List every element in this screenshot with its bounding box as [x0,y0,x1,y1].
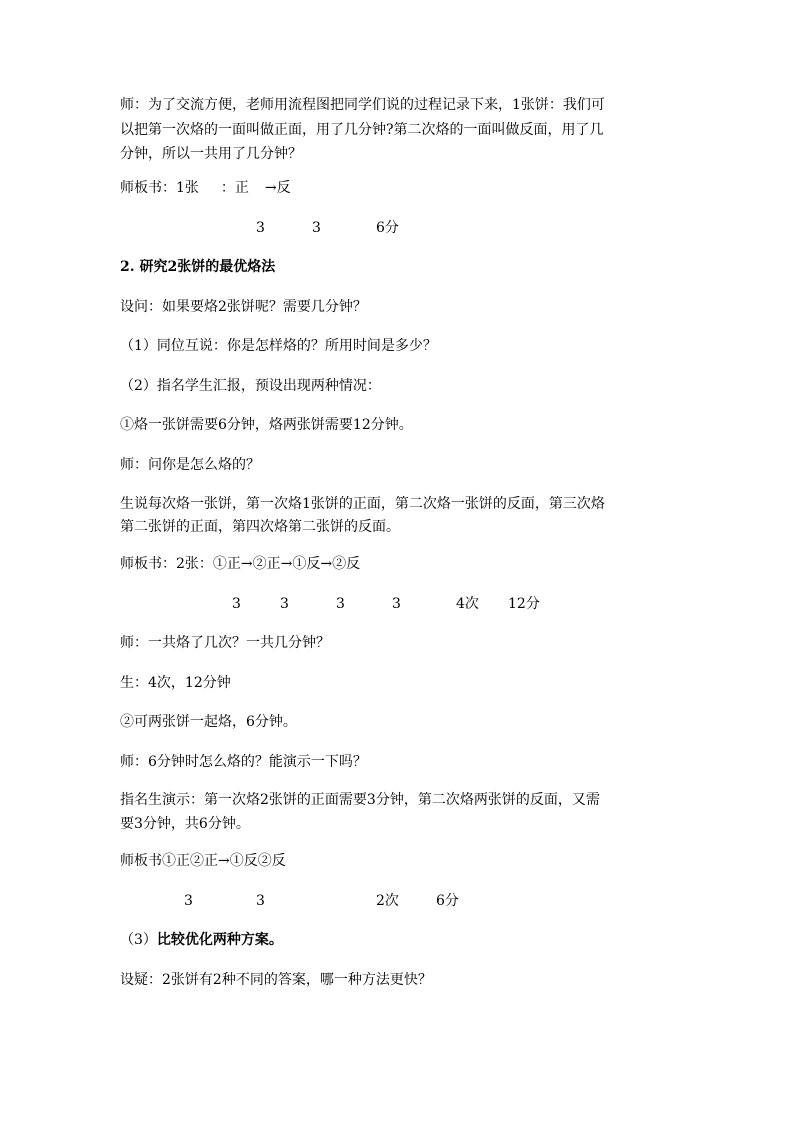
teacher-line: 师：6分钟时怎么烙的？能演示一下吗？ [120,754,367,770]
board-writing-3: 师板书①正②正→①反②反 [120,853,286,869]
question-line: 设问：如果要烙2张饼呢？需要几分钟？ [120,299,367,315]
board-writing-2: 师板书：2张：①正→②正→①反→②反 [120,556,361,572]
step-line: （2）指名学生汇报，预设出现两种情况： [120,378,381,394]
case-line: ①烙一张饼需要6分钟，烙两张饼需要12分钟。 [120,417,413,433]
board-number: 4次 [456,596,479,612]
board-number: 6分 [376,220,399,236]
step-prefix: （3） [120,932,157,948]
board-number: 3 [256,893,265,909]
paragraph-line: 要3分钟，共6分钟。 [120,816,250,832]
board-number: 2次 [376,893,399,909]
step-title: 比较优化两种方案。 [156,932,283,948]
paragraph-line: 师：为了交流方便，老师用流程图把同学们说的过程记录下来，1张饼：我们可 [120,97,605,113]
paragraph-line: 以把第一次烙的一面叫做正面，用了几分钟?第二次烙的一面叫做反面，用了几 [120,122,604,138]
case-line: ②可两张饼一起烙，6分钟。 [120,714,297,730]
board-step: →反 [264,180,291,196]
board-number: 3 [336,596,345,612]
question-line: 设疑：2张饼有2种不同的答案，哪一种方法更快？ [120,972,432,988]
paragraph-line: 指名生演示：第一次烙2张饼的正面需要3分钟，第二次烙两张饼的反面，又需 [120,792,600,808]
section-heading: 2. 研究2张饼的最优烙法 [120,259,276,275]
board-number: 12分 [508,596,540,612]
board-number: 6分 [436,893,459,909]
board-step: ：正 [220,180,249,196]
board-label: 师板书：1张 [120,180,199,196]
board-number: 3 [184,893,193,909]
teacher-line: 师：问你是怎么烙的？ [120,457,260,473]
paragraph-line: 分钟，所以一共用了几分钟？ [120,146,302,162]
board-number: 3 [232,596,241,612]
board-number: 3 [280,596,289,612]
student-line: 生：4次，12分钟 [120,675,231,691]
step-line: （1）同位互说：你是怎样烙的？所用时间是多少？ [120,338,437,354]
board-number: 3 [256,220,265,236]
step-line-3 [120,930,283,950]
paragraph-line: 生说每次烙一张饼，第一次烙1张饼的正面，第二次烙一张饼的反面，第三次烙 [120,496,605,512]
teacher-line: 师：一共烙了几次？一共几分钟？ [120,635,330,651]
paragraph-line: 第二张饼的正面，第四次烙第二张饼的反面。 [120,519,400,535]
board-number: 3 [312,220,321,236]
board-number: 3 [392,596,401,612]
board-writing-1 [120,178,291,198]
